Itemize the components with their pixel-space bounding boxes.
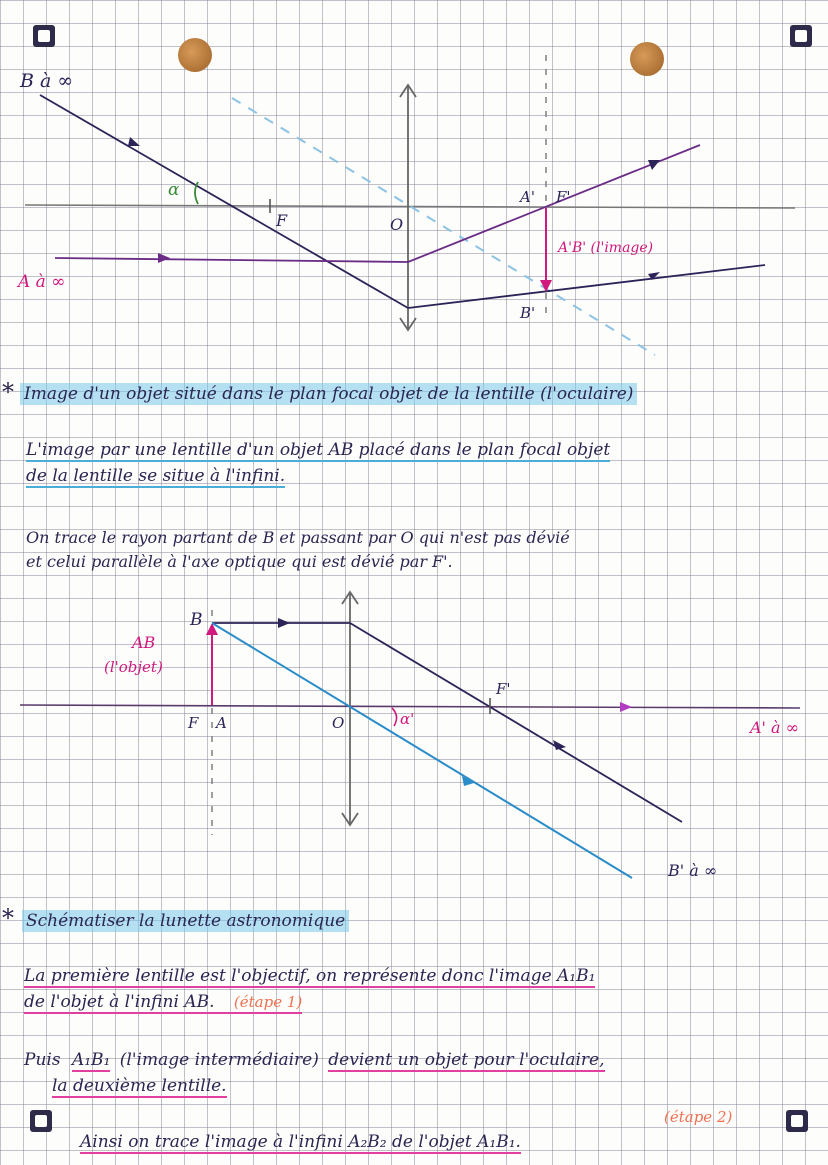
section2-title: Schématiser la lunette astronomique [22,910,349,932]
step2-label: (étape 2) [664,1108,733,1126]
label-alpha: α [168,180,180,200]
label-B: B [190,610,203,630]
optical-axis [25,205,795,208]
label-A-infinity: A à ∞ [18,272,66,292]
section2-line3-intermediaire: (l'image intermédiaire) [119,1050,319,1070]
section2-line2-text: de l'objet à l'infini AB. [24,992,215,1012]
optical-axis [20,705,800,708]
section2-line5: Ainsi on trace l'image à l'infini A₂B₂ de l'objet A₁B₁. [80,1132,521,1152]
label-O: O [390,215,404,234]
section2-line3-puis: Puis [24,1050,61,1070]
ray-through-center [232,98,655,355]
label-F-prime: F' [496,680,511,698]
section2-line3-A1B1: A₁B₁ [71,1050,111,1070]
section1-title: Image d'un objet situé dans le plan focal objet de la lentille (l'oculaire) [20,383,637,405]
diagram-eyepiece [0,580,828,900]
section1-line4: et celui parallèle à l'axe optique qui est dévié par F'. [26,552,453,571]
section2-line4: la deuxième lentille. [52,1076,227,1096]
corner-mark-bottom-right [786,1110,808,1132]
section2-line2 [24,992,302,1014]
diagram-objective [0,0,828,360]
section2-title-star: * [2,904,14,932]
section2-line3 [24,1050,605,1070]
label-F: F [276,211,288,230]
label-image: A'B' (l'image) [558,240,654,256]
label-objet: (l'objet) [104,658,163,676]
section2-line1: La première lentille est l'objectif, on représente donc l'image A₁B₁ [24,966,596,986]
label-A-prime-infinity: A' à ∞ [750,718,799,737]
corner-mark-bottom-left [30,1110,52,1132]
ray-incident-1 [40,95,408,308]
section2-line3-devient: devient un objet pour l'oculaire, [328,1050,605,1070]
section1-title-star: * [2,378,14,406]
label-A-prime: A' [520,188,535,206]
ray-incident-2 [55,258,408,262]
label-B-prime-infinity: B' à ∞ [668,861,718,880]
section1-line2: de la lentille se situe à l'infini. [26,466,286,486]
ray-refracted-1 [408,265,765,308]
label-B-infinity: B à ∞ [20,70,74,92]
section1-line1: L'image par une lentille d'un objet AB placé dans le plan focal objet [26,440,611,460]
ray-through-center [212,623,632,878]
label-F-prime: F' [556,188,571,206]
label-AB: AB [132,633,156,652]
label-O: O [332,714,345,732]
section1-line3: On trace le rayon partant de B et passant par O qui n'est pas dévié [26,528,570,547]
step1-label: (étape 1) [233,993,303,1011]
label-A: A [216,714,227,732]
label-F: F [188,714,199,732]
label-alpha-prime: α' [400,710,415,728]
label-B-prime: B' [520,304,536,322]
